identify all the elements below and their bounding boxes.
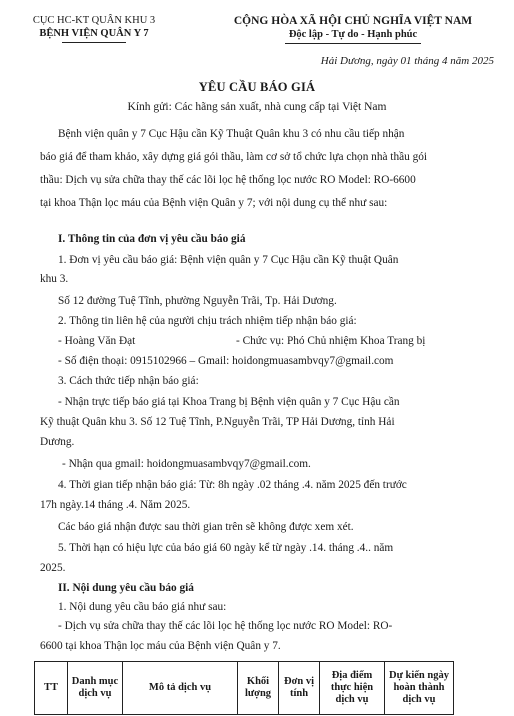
table-header-cell: Dự kiến ngày hoàn thành dịch vụ (385, 662, 454, 715)
table-header-cell: Địa điểm thực hiện dịch vụ (320, 662, 385, 715)
table-header-cell: Danh mục dịch vụ (68, 662, 123, 715)
body-line: 2. Thông tin liên hệ của người chịu trách nhiệm tiếp nhận báo giá: (58, 315, 357, 327)
document-date: Hải Dương, ngày 01 tháng 4 năm 2025 (320, 55, 494, 67)
table-header-cell: TT (35, 662, 68, 715)
body-line: Các báo giá nhận được sau thời gian trên sẽ không được xem xét. (58, 521, 354, 533)
body-line: Dương. (40, 436, 75, 448)
section-heading: II. Nội dung yêu cầu báo giá (58, 582, 194, 594)
body-line: 2025. (40, 562, 66, 574)
body-line: Số 12 đường Tuệ Tĩnh, phường Nguyễn Trãi, Tp. Hải Dương. (58, 295, 337, 307)
intro-line: Bệnh viện quân y 7 Cục Hậu cần Kỹ Thuật Quân khu 3 có nhu cầu tiếp nhận (58, 128, 405, 140)
table-header-cell: Đơn vị tính (279, 662, 320, 715)
table-header-cell: Mô tả dịch vụ (123, 662, 238, 715)
table-header-cell: Khối lượng (238, 662, 279, 715)
quote-table (34, 661, 454, 715)
section-heading: I. Thông tin của đơn vị yêu cầu báo giá (58, 233, 246, 245)
body-line: 17h ngày.14 tháng .4. Năm 2025. (40, 499, 191, 511)
contact-name: - Hoàng Văn Đạt (58, 335, 136, 347)
body-line: 3. Cách thức tiếp nhận báo giá: (58, 375, 199, 387)
motto-underline (285, 43, 421, 44)
recipient-line: Kính gửi: Các hãng sản xuất, nhà cung cấp tại Việt Nam (127, 101, 387, 113)
body-line: 4. Thời gian tiếp nhận báo giá: Từ: 8h ngày .02 tháng .4. năm 2025 đến trước (58, 479, 407, 491)
contact-phone-email: - Số điện thoại: 0915102966 – Gmail: hoidongmuasambvqy7@gmail.com (58, 355, 394, 367)
table-header-row (35, 662, 454, 715)
org-line2: BỆNH VIỆN QUÂN Y 7 (39, 28, 149, 39)
intro-line: thầu: Dịch vụ sửa chữa thay thế các lõi lọc hệ thống lọc nước RO Model: RO-6600 (40, 174, 416, 186)
contact-position: - Chức vụ: Phó Chủ nhiệm Khoa Trang bị (236, 335, 426, 347)
body-line: khu 3. (40, 273, 69, 285)
intro-line: tại khoa Thận lọc máu của Bệnh viện Quân y 7; với nội dung cụ thể như sau: (40, 197, 388, 209)
body-line: 1. Nội dung yêu cầu báo giá như sau: (58, 601, 227, 613)
body-line: Kỹ thuật Quân khu 3. Số 12 Tuệ Tĩnh, P.Nguyễn Trãi, TP Hải Dương, tỉnh Hải (40, 416, 395, 428)
org-line1: CỤC HC-KT QUÂN KHU 3 (32, 15, 156, 26)
body-line: - Dịch vụ sửa chữa thay thế các lõi lọc hệ thống lọc nước RO Model: RO- (58, 620, 393, 632)
document-title: YÊU CẦU BÁO GIÁ (198, 80, 316, 94)
body-line: 1. Đơn vị yêu cầu báo giá: Bệnh viện quân y 7 Cục Hậu cần Kỹ thuật Quân (58, 254, 399, 266)
body-line: 6600 tại khoa Thận lọc máu của Bệnh viện Quân y 7. (40, 640, 281, 652)
body-line: 5. Thời hạn có hiệu lực của báo giá 60 ngày kể từ ngày .14. tháng .4.. năm (58, 542, 394, 554)
org-underline (62, 42, 126, 43)
body-line: - Nhận trực tiếp báo giá tại Khoa Trang bị Bệnh viện quân y 7 Cục Hậu cần (58, 396, 400, 408)
org-header (14, 14, 174, 40)
body-line: - Nhận qua gmail: hoidongmuasambvqy7@gmail.com. (62, 458, 311, 470)
country-name: CỘNG HÒA XÃ HỘI CHỦ NGHĨA VIỆT NAM (233, 15, 473, 27)
motto: Độc lập - Tự do - Hạnh phúc (288, 29, 418, 40)
country-header (198, 14, 508, 42)
intro-line: báo giá để tham khảo, xây dựng giá gói thầu, làm cơ sở tổ chức lựa chọn nhà thầu gói (40, 151, 428, 163)
